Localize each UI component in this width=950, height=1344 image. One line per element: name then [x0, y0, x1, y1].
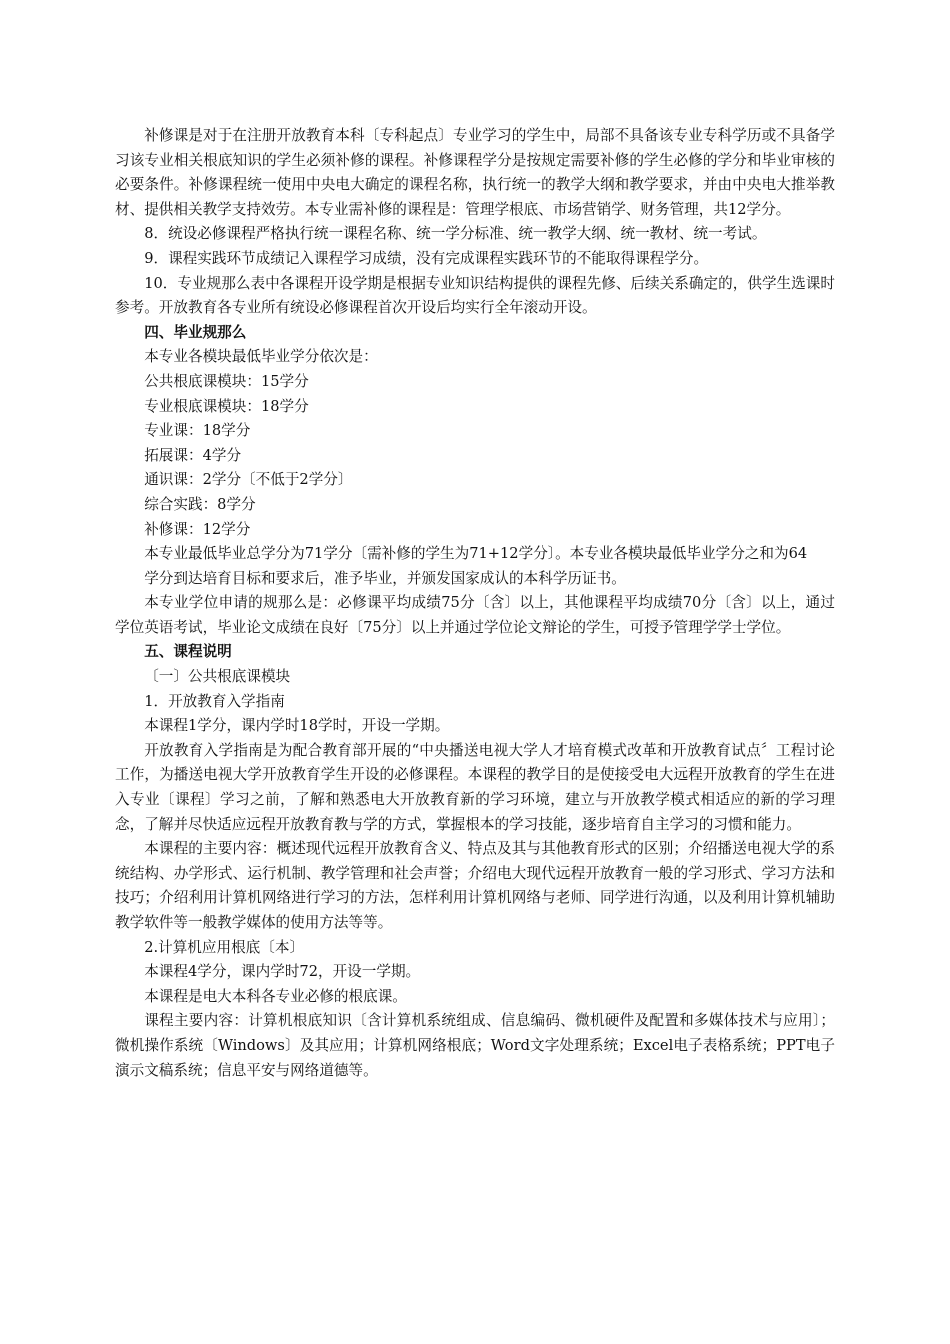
course-content: 课程主要内容：计算机根底知识〔含计算机系统组成、信息编码、微机硬件及配置和多媒体技术与应用〕；微机操作系统〔Windows〕及其应用；计算机网络根底；Word文字处理系统；Excel电子表格系统；PPT电子演示文稿系统；信息平安与网络道德等。 [115, 1012, 835, 1079]
module-credit-item: 专业课：18学分 [144, 422, 251, 440]
paragraph-remedial-courses: 补修课是对于在注册开放教育本科〔专科起点〕专业学习的学生中，局部不具备该专业专科学历或不具备学习该专业相关根底知识的学生必须补修的课程。补修课程学分是按规定需要补修的学生必修的学分和毕业审核的必要条件。补修课程统一使用中央电大确定的课程名称，执行统一的教学大纲和教学要求，并由中央电大推举教材、提供相关教学支持效劳。本专业需补修的课程是：管理学根底、市场营销学、财务管理，共12学分。 [115, 127, 835, 218]
module-credit-item: 公共根底课模块：15学分 [144, 372, 309, 390]
section-heading-course-description: 五、课程说明 [144, 643, 232, 661]
course-info: 本课程1学分，课内学时18学时，开设一学期。 [144, 717, 450, 735]
course-content: 本课程的主要内容：概述现代远程开放教育含义、特点及其与其他教育形式的区别；介绍播送电视大学的系统结构、办学形式、运行机制、教学管理和社会声誉；介绍电大现代远程开放教育一般的学习形式、学习方法和技巧；介绍利用计算机网络进行学习的方法，怎样利用计算机网络与老师、同学进行沟通，以及利用计算机辅助教学软件等一般教学媒体的使用方法等等。 [115, 840, 835, 931]
module-credit-item: 专业根底课模块：18学分 [144, 397, 309, 415]
paragraph-rule-8: 8．统设必修课程严格执行统一课程名称、统一学分标准、统一教学大纲、统一教材、统一考试。 [144, 225, 767, 243]
course-nature: 本课程是电大本科各专业必修的根底课。 [144, 987, 407, 1005]
section-heading-graduation: 四、毕业规那么 [144, 323, 247, 341]
graduation-intro: 本专业各模块最低毕业学分依次是： [144, 348, 378, 366]
module-credit-item: 综合实践：8学分 [144, 495, 256, 513]
module-credit-item: 拓展课：4学分 [144, 446, 242, 464]
course-title: 1．开放教育入学指南 [144, 692, 285, 710]
course-description: 开放教育入学指南是为配合教育部开展的“中央播送电视大学人才培育模式改革和开放教育试点〞工程讨论工作，为播送电视大学开放教育学生开设的必修课程。本课程的教学目的是使接受电大远程开放教育的学生在进入专业〔课程〕学习之前，了解和熟悉电大开放教育新的学习环境，建立与开放教学模式相适应的新的学习理念，了解并尽快适应远程开放教育教与学的方式，掌握根本的学习技能，逐步培育自主学习的习惯和能力。 [115, 741, 835, 833]
subsection-heading-public-basic: 〔一〕公共根底课模块 [144, 668, 291, 686]
document-page [115, 124, 835, 1083]
course-title: 2.计算机应用根底〔本〕 [144, 938, 305, 956]
module-credit-item: 补修课：12学分 [144, 520, 251, 538]
degree-rules-paragraph: 本专业学位申请的规那么是：必修课平均成绩75分〔含〕以上，其他课程平均成绩70分〔含〕以上，通过学位英语考试，毕业论文成绩在良好〔75分〕以上并通过学位论文辩论的学生，可授予管理学学士学位。 [115, 594, 835, 636]
total-credits-paragraph: 本专业最低毕业总学分为71学分〔需补修的学生为71+12学分〕。本专业各模块最低毕业学分之和为64 [144, 545, 808, 563]
module-credit-item: 通识课：2学分〔不低于2学分〕 [144, 471, 353, 489]
paragraph-rule-9: 9．课程实践环节成绩记入课程学习成绩，没有完成课程实践环节的不能取得课程学分。 [144, 249, 709, 267]
paragraph-rule-10: 10．专业规那么表中各课程开设学期是根据专业知识结构提供的课程先修、后续关系确定的，供学生选课时参考。开放教育各专业所有统设必修课程首次开设后均实行全年滚动开设。 [115, 274, 835, 317]
course-info: 本课程4学分，课内学时72，开设一学期。 [144, 963, 421, 981]
graduation-certificate-paragraph: 学分到达培育目标和要求后，准予毕业，并颁发国家成认的本科学历证书。 [144, 569, 626, 587]
